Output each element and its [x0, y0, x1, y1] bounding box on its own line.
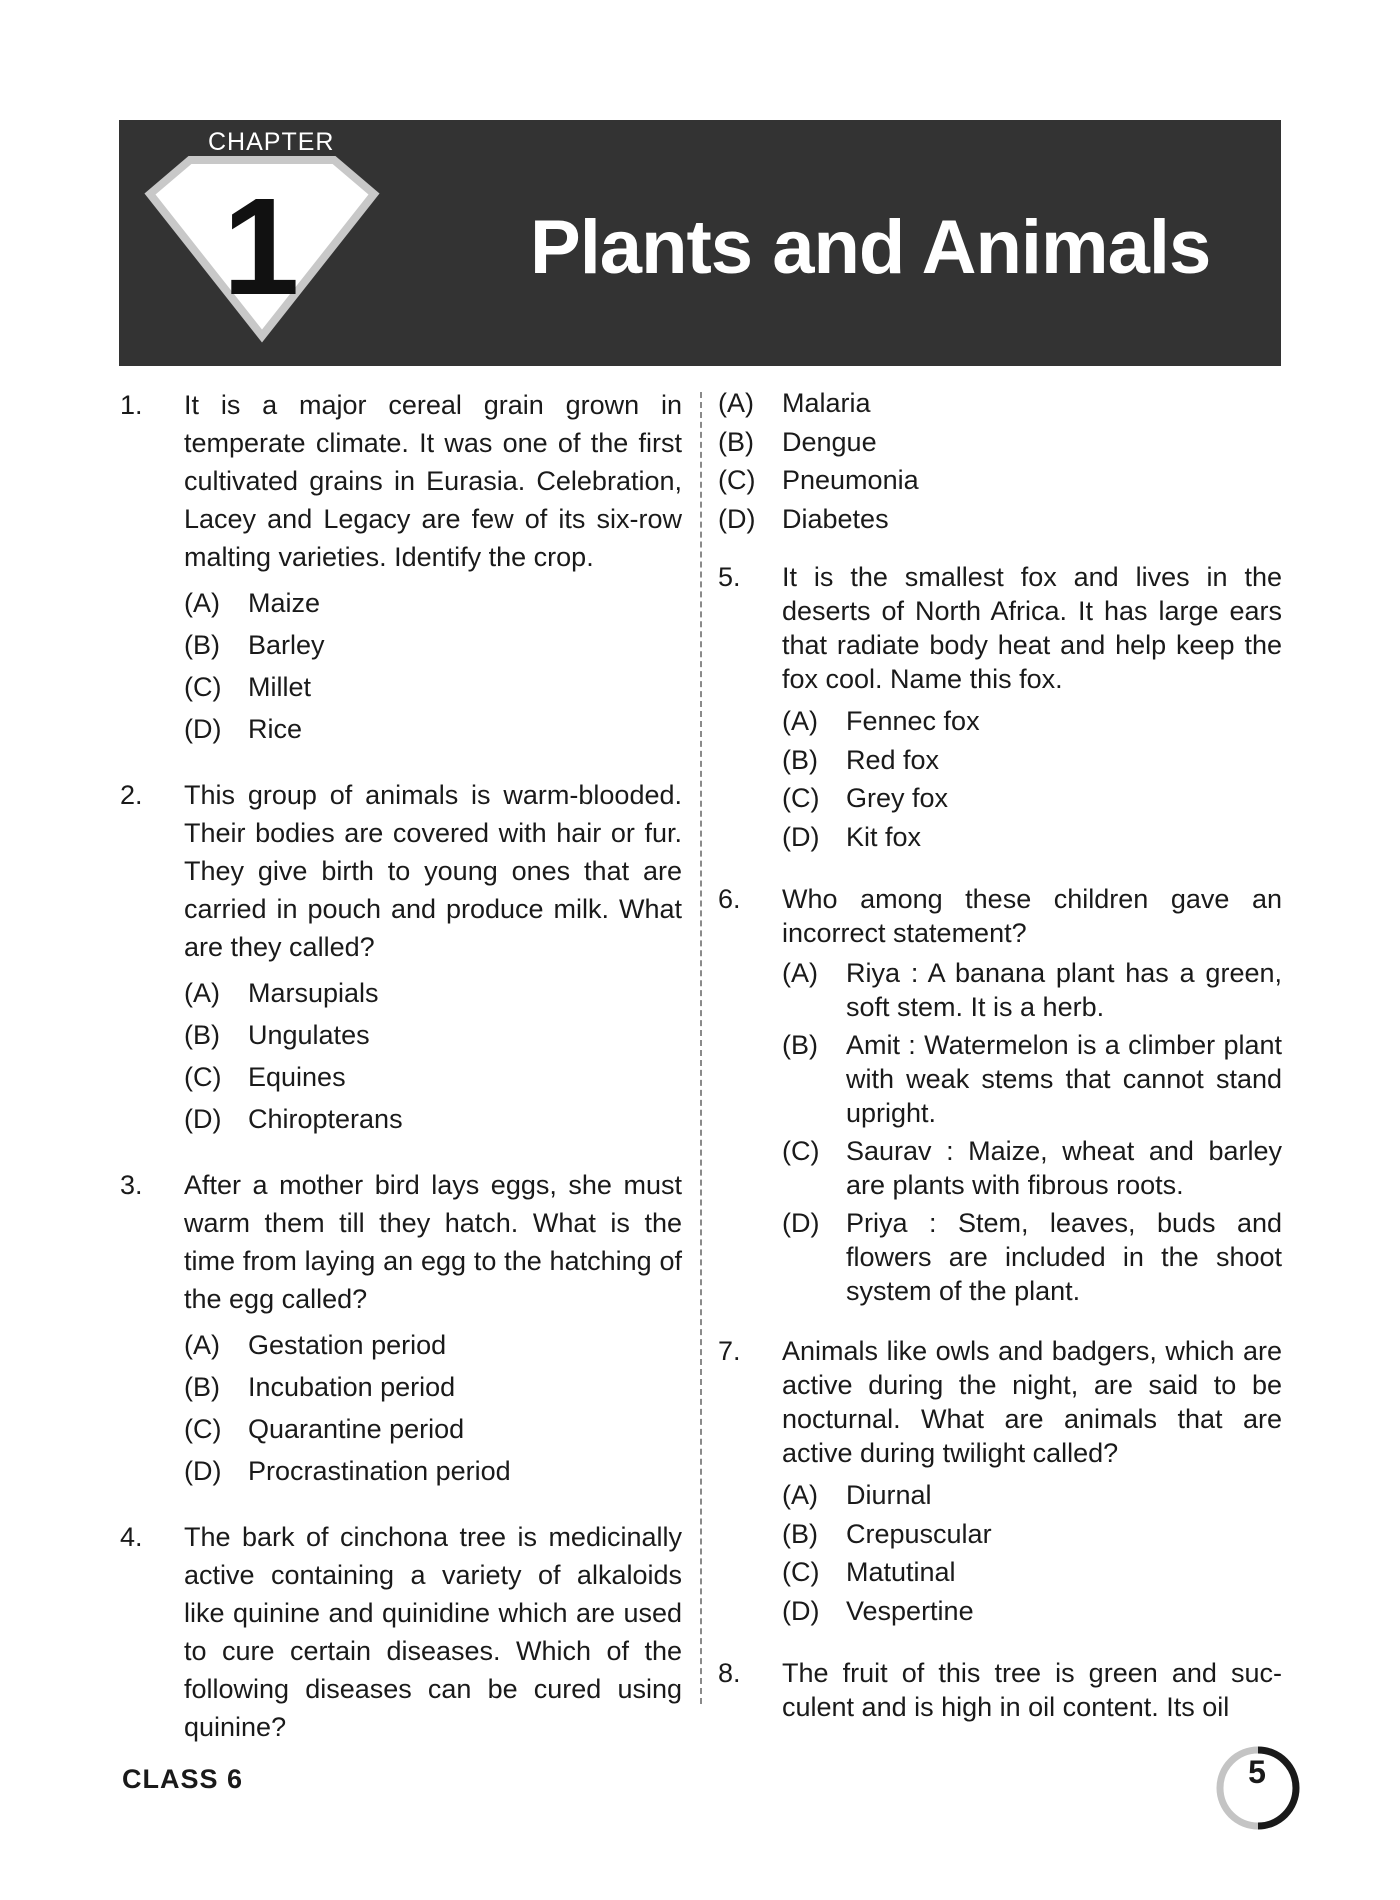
option-text: Marsupials: [248, 978, 379, 1008]
option: [782, 1476, 1282, 1515]
option: [184, 972, 682, 1014]
option: [184, 1450, 682, 1492]
question-number: 5.: [718, 562, 741, 592]
question-text: Animals like owls and badgers, which are active during the night, are said to be nocturnal. What are animals that are active during twilight called?: [782, 1336, 1282, 1468]
option-label: (C): [184, 1062, 222, 1092]
option-label: (C): [184, 1414, 222, 1444]
option-text: Matutinal: [846, 1557, 956, 1587]
chapter-label: CHAPTER: [208, 128, 335, 156]
option-label: (D): [184, 1456, 222, 1486]
question-text: Who among these children gave an incorrect statement?: [782, 884, 1282, 948]
option: [782, 1206, 1282, 1308]
option-text: Rice: [248, 714, 303, 744]
option: [184, 708, 682, 750]
option-text: Dengue: [782, 426, 877, 457]
option-label: (C): [184, 672, 222, 702]
option-label: (C): [782, 783, 820, 813]
option: [718, 461, 1282, 500]
option-label: (D): [782, 821, 820, 852]
question-text: It is the smallest fox and lives in the deserts of North Africa. It has large ears that radiate body heat and help keep the fox cool. Name this fox.: [782, 562, 1282, 694]
option: [718, 500, 1282, 539]
option: [782, 702, 1282, 741]
option-list: [184, 1324, 682, 1492]
column-divider: [700, 392, 702, 1704]
left-column: [120, 386, 682, 1772]
option-label: (B): [184, 630, 220, 660]
question-8: [718, 1656, 1282, 1724]
right-column: [718, 386, 1282, 1750]
option-label: (A): [184, 978, 220, 1008]
option-text: Vespertine: [846, 1595, 974, 1626]
question-7: [718, 1334, 1282, 1630]
option-list: [782, 956, 1282, 1308]
option-text: Chiropterans: [248, 1104, 403, 1134]
question-number: 1.: [120, 390, 143, 420]
option-text: Millet: [248, 672, 312, 702]
question-4-option-list: [718, 384, 1282, 538]
question-text: After a mother bird lays eggs, she must warm them till they hatch. What is the time from laying an egg to the hatching of the egg called?: [184, 1170, 682, 1314]
option-list: [782, 1476, 1282, 1630]
option-label: (B): [184, 1372, 220, 1402]
chapter-title: Plants and Animals: [530, 205, 1211, 290]
question-text: The fruit of this tree is green and suc-culent and is high in oil content. Its oil: [782, 1658, 1282, 1722]
option-label: (A): [184, 588, 220, 618]
option: [782, 1515, 1282, 1554]
question-number: 8.: [718, 1658, 741, 1688]
option: [184, 624, 682, 666]
question-6: [718, 882, 1282, 1308]
question-text: It is a major cereal grain grown in temperate climate. It was one of the first cultivated grains in Eurasia. Celebration, Lacey and Legacy are few of its six-row malting varieties. Identify the crop.: [184, 390, 682, 572]
question-3: [120, 1166, 682, 1492]
option-text: Malaria: [782, 388, 871, 418]
option: [184, 1324, 682, 1366]
option-text: Kit fox: [846, 821, 922, 852]
option-label: (B): [718, 426, 754, 457]
option-label: (C): [718, 465, 756, 495]
option: [782, 956, 1282, 1024]
option-text: Fennec fox: [846, 706, 980, 736]
question-text: This group of animals is warm-blooded. Their bodies are covered with hair or fur. They give birth to young ones that are carried in pouch and produce milk. What are they called?: [184, 780, 682, 962]
option-label: (D): [782, 1208, 820, 1238]
option: [782, 741, 1282, 780]
option-text: Gestation period: [248, 1330, 447, 1360]
option-text: Red fox: [846, 744, 940, 775]
option-text: Saurav : Maize, wheat and barley are plants with fibrous roots.: [846, 1136, 1282, 1200]
option-label: (C): [782, 1136, 820, 1166]
option-text: Diurnal: [846, 1480, 932, 1510]
option-label: (C): [782, 1557, 820, 1587]
option-label: (A): [782, 1480, 818, 1510]
option-text: Barley: [248, 630, 325, 660]
option: [782, 1028, 1282, 1130]
option-label: (A): [184, 1330, 220, 1360]
option: [184, 666, 682, 708]
option: [782, 818, 1282, 857]
option-text: Procrastination period: [248, 1456, 511, 1486]
option: [184, 1056, 682, 1098]
option-list: [782, 702, 1282, 856]
question-number: 7.: [718, 1336, 741, 1366]
option-text: Riya : A banana plant has a green, soft stem. It is a herb.: [846, 958, 1282, 1022]
option-label: (A): [782, 706, 818, 736]
option: [782, 779, 1282, 818]
question-1: [120, 386, 682, 750]
option-text: Incubation period: [248, 1372, 456, 1402]
option: [782, 1592, 1282, 1631]
question-number: 4.: [120, 1522, 143, 1552]
chapter-number: 1: [222, 170, 300, 324]
option-text: Grey fox: [846, 783, 949, 813]
option-label: (B): [184, 1020, 220, 1050]
option-label: (B): [782, 1030, 818, 1060]
question-2: [120, 776, 682, 1140]
question-4: [120, 1518, 682, 1746]
option: [782, 1134, 1282, 1202]
option-text: Priya : Stem, leaves, buds and flowers are included in the shoot system of the plant.: [846, 1208, 1282, 1306]
option-list: [184, 582, 682, 750]
option-label: (B): [782, 1518, 818, 1549]
option-label: (B): [782, 744, 818, 775]
option-label: (A): [718, 388, 754, 418]
option: [718, 384, 1282, 423]
option: [184, 1366, 682, 1408]
question-5: [718, 560, 1282, 856]
option-label: (D): [184, 1104, 222, 1134]
option-text: Diabetes: [782, 503, 889, 534]
option: [184, 1098, 682, 1140]
option: [184, 582, 682, 624]
option-label: (A): [782, 958, 818, 988]
option-text: Amit : Watermelon is a climber plant with weak stems that cannot stand upright.: [846, 1030, 1282, 1128]
option-label: (D): [184, 714, 222, 744]
page-number: 5: [1248, 1754, 1266, 1790]
question-text: The bark of cinchona tree is medicinally active containing a variety of alkaloids like quinine and quinidine which are used to cure certain diseases. Which of the following diseases can be cured using quinine?: [184, 1522, 682, 1742]
option: [184, 1408, 682, 1450]
option-label: (D): [718, 503, 756, 534]
option-text: Quarantine period: [248, 1414, 465, 1444]
question-number: 3.: [120, 1170, 143, 1200]
option: [718, 423, 1282, 462]
option-text: Maize: [248, 588, 321, 618]
option-text: Ungulates: [248, 1020, 370, 1050]
option-text: Pneumonia: [782, 465, 919, 495]
question-number: 6.: [718, 884, 741, 914]
option-text: Crepuscular: [846, 1518, 992, 1549]
option: [184, 1014, 682, 1056]
option: [782, 1553, 1282, 1592]
option-text: Equines: [248, 1062, 346, 1092]
option-label: (D): [782, 1595, 820, 1626]
option-list: [184, 972, 682, 1140]
question-number: 2.: [120, 780, 143, 810]
class-label: CLASS 6: [122, 1764, 244, 1794]
